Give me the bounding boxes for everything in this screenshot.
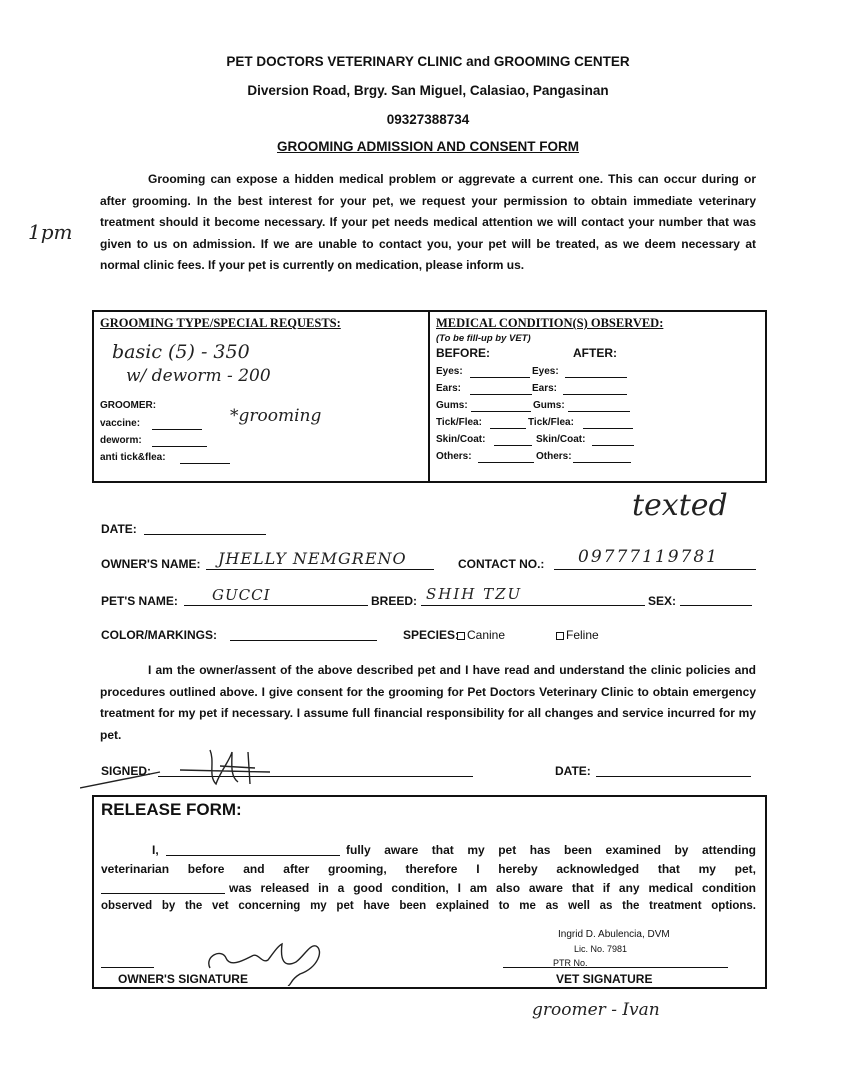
vet-license: Lic. No. 7981 [574,944,628,954]
consent-paragraph: I am the owner/assent of the above described pet and I have read and understand the clinic policies and procedures outlined above. I give consent for the grooming for Pet Doctors Veterinary Clinic to obtain emergency treatment for my pet if necessary. I assume full financial responsibility for all changes and service incurred for my pet. [100,663,756,742]
vet-signature-label: VET SIGNATURE [556,972,653,986]
medical-row-right: Skin/Coat: [536,434,586,445]
signed-label: SIGNED: [101,764,152,778]
vaccine-line [152,429,202,430]
hand-texted: texted [632,488,728,523]
medical-row-right: Gums: [533,400,565,411]
contact-value: 09777119781 [578,547,719,567]
antitick-line [180,463,230,464]
grooming-hand-line1: basic (5) - 350 [112,341,250,363]
after-label: AFTER: [573,346,617,360]
medical-line [568,411,630,412]
feline-checkbox[interactable] [556,632,564,640]
medical-line [583,428,633,429]
medical-row [532,366,559,377]
contact-line [554,569,756,570]
owner-signature-label: OWNER'S SIGNATURE [118,972,248,986]
medical-subtitle: (To be fill-up by VET) [436,333,531,344]
medical-row-left: Eyes: [436,366,463,377]
box-divider [428,311,430,482]
vet-name: Ingrid D. Abulencia, DVM [558,929,670,940]
medical-row-right: Ears: [532,383,558,394]
medical-row-right: Tick/Flea: [528,417,574,428]
date-line [144,534,266,535]
medical-row [536,451,572,462]
date2-line [596,776,751,777]
medical-row-left: Gums: [436,400,468,411]
date-label: DATE: [101,522,137,536]
pet-name-label: PET'S NAME: [101,594,178,608]
owner-signature-scribble [80,742,270,790]
sex-line [680,605,752,606]
canine-label: Canine [467,628,506,642]
medical-row [528,417,574,428]
owner-name-label: OWNER'S NAME: [101,557,201,571]
species-canine-option[interactable] [457,628,505,642]
medical-row [436,434,485,445]
medical-line [592,445,634,446]
medical-line [565,377,627,378]
pet-name-value: GUCCI [212,586,271,604]
medical-row [436,383,461,394]
footer-groomer-note: groomer - Ivan [532,1000,660,1020]
medical-row-left: Tick/Flea: [436,417,482,428]
grooming-hand-note: *grooming [230,406,322,426]
medical-row [533,400,565,411]
date2-label: DATE: [555,764,591,778]
medical-line [563,394,627,395]
breed-label: BREED: [371,594,418,608]
release-name-line [166,855,340,856]
medical-line [478,462,534,463]
medical-row [436,366,463,377]
medical-line [470,394,532,395]
clinic-phone: 09327388734 [386,112,470,127]
intro-paragraph: Grooming can expose a hidden medical problem or aggrevate a current one. This can occur during or after grooming. In the best interest for your pet, we request your permission to obtain immediate veterinary treatment should it become necessary. If your pet needs medical attention we will contact your number that was given to us on admission. If we are unable to contact you, your pet will be treated, as we deem necessary at normal clinic fees. If your pet is currently on medication, please inform us. [100,172,756,272]
release-pet-line [101,893,225,894]
owner-sig-line-left [101,967,154,968]
medical-row [536,434,585,445]
groomer-label: GROOMER: [100,400,157,411]
owner-name-value: JHELLY NEMGRENO [218,549,407,568]
before-label: BEFORE: [436,346,490,360]
feline-label: Feline [566,628,599,642]
owner-name-line [206,569,434,570]
release-text3: was released in a good condition, I am also aware that if any medical condition [229,881,756,895]
breed-line [421,605,645,606]
deworm-line [152,446,207,447]
release-text2: veterinarian before and after grooming, therefore I hereby acknowledged that my pet, [101,862,756,876]
release-i-label: I, [152,843,159,857]
margin-note: 1pm [28,220,73,244]
grooming-hand-line2: w/ deworm - 200 [126,366,271,386]
medical-line [490,428,526,429]
medical-row [436,417,482,428]
sex-label: SEX: [648,594,677,608]
medical-row [532,383,557,394]
medical-row-left: Others: [436,451,472,462]
medical-line [470,377,530,378]
breed-value: SHIH TZU [426,585,523,603]
release-text1: fully aware that my pet has been examined by attending [346,843,756,857]
medical-row-left: Ears: [436,383,462,394]
release-title: RELEASE FORM: [101,800,242,819]
form-title: GROOMING ADMISSION AND CONSENT FORM [277,139,579,154]
medical-row-right: Eyes: [532,366,559,377]
release-text4: observed by the vet concerning my pet have been explained to me as well as the treatment options. [101,900,756,912]
contact-label: CONTACT NO.: [458,557,545,571]
medical-row [436,451,472,462]
clinic-name: PET DOCTORS VETERINARY CLINIC and GROOMING CENTER [226,54,630,69]
grooming-type-title: GROOMING TYPE/SPECIAL REQUESTS: [100,316,341,330]
medical-line [471,411,531,412]
medical-line [573,462,631,463]
canine-checkbox[interactable] [457,632,465,640]
color-markings-label: COLOR/MARKINGS: [101,628,217,642]
clinic-address: Diversion Road, Brgy. San Miguel, Calasiao, Pangasinan [247,83,609,98]
vet-ptr: PTR No. [553,958,588,968]
medical-line [494,445,532,446]
deworm-label: deworm: [100,435,142,446]
species-feline-option[interactable] [556,628,599,642]
species-label: SPECIES: [403,628,460,642]
color-markings-line [230,640,377,641]
vaccine-label: vaccine: [100,418,141,429]
vet-sig-line [503,967,728,968]
medical-row-right: Others: [536,451,572,462]
medical-title: MEDICAL CONDITION(S) OBSERVED: [436,316,664,330]
antitick-label: anti tick&flea: [100,452,166,463]
medical-row-left: Skin/Coat: [436,434,486,445]
medical-row [436,400,468,411]
pet-name-line [184,605,368,606]
